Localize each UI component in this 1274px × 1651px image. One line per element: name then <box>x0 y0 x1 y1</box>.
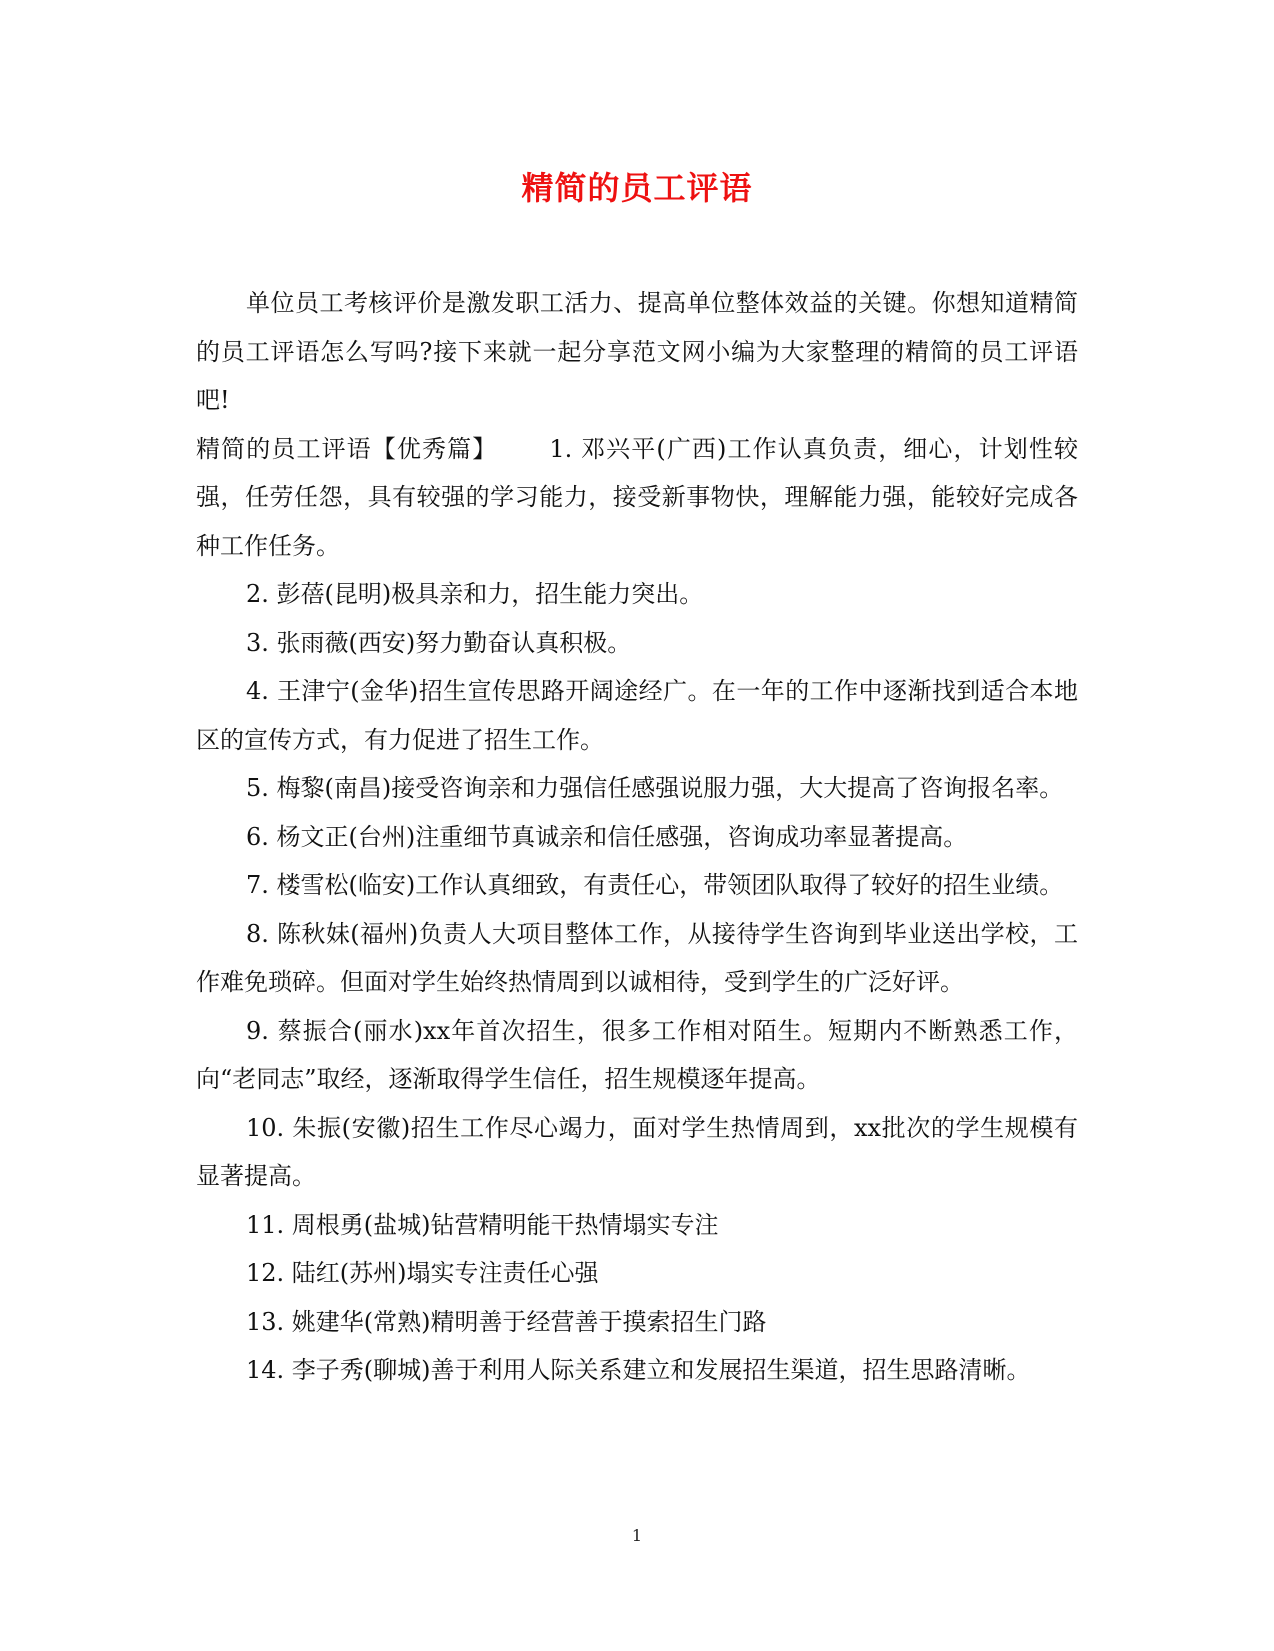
list-item: 13. 姚建华(常熟)精明善于经营善于摸索招生门路 <box>246 1307 767 1336</box>
list-item: 11. 周根勇(盐城)钻营精明能干热情塌实专注 <box>246 1210 719 1239</box>
section-paragraph <box>196 425 1078 571</box>
intro-paragraph: 单位员工考核评价是激发职工活力、提高单位整体效益的关键。你想知道精简的员工评语怎么写吗?接下来就一起分享范文网小编为大家整理的精简的员工评语吧! <box>196 289 1078 414</box>
list-item: 7. 楼雪松(临安)工作认真细致，有责任心，带领团队取得了较好的招生业绩。 <box>246 871 1064 899</box>
list-item: 1. 邓兴平(广西)工作认真负责，细心，计划性较强，任劳任怨，具有较强的学习能力，接受新事物快，理解能力强，能较好完成各种工作任务。 <box>196 434 1078 560</box>
list-item: 10. 朱振(安徽)招生工作尽心竭力，面对学生热情周到，xx批次的学生规模有显著提高。 <box>196 1113 1078 1190</box>
list-item: 2. 彭蓓(昆明)极具亲和力，招生能力突出。 <box>246 580 704 608</box>
list-item: 9. 蔡振合(丽水)xx年首次招生，很多工作相对陌生。短期内不断熟悉工作，向“老同志”取经，逐渐取得学生信任，招生规模逐年提高。 <box>196 1016 1078 1093</box>
list-item: 3. 张雨薇(西安)努力勤奋认真积极。 <box>246 628 632 657</box>
list-item: 4. 王津宁(金华)招生宣传思路开阔途经广。在一年的工作中逐渐找到适合本地区的宣传方式，有力促进了招生工作。 <box>196 677 1078 754</box>
list-item: 14. 李子秀(聊城)善于利用人际关系建立和发展招生渠道，招生思路清晰。 <box>246 1356 1031 1384</box>
page-number: 1 <box>631 1526 643 1545</box>
list-item: 6. 杨文正(台州)注重细节真诚亲和信任感强，咨询成功率显著提高。 <box>246 822 968 851</box>
document-title: 精简的员工评语 <box>521 169 753 207</box>
list-item: 5. 梅黎(南昌)接受咨询亲和力强信任感强说服力强，大大提高了咨询报名率。 <box>246 774 1064 802</box>
section-heading: 精简的员工评语【优秀篇】 <box>196 434 498 463</box>
document-body <box>196 279 1078 1395</box>
list-item: 8. 陈秋妹(福州)负责人大项目整体工作，从接待学生咨询到毕业送出学校，工作难免琐碎。但面对学生始终热情周到以诚相待，受到学生的广泛好评。 <box>196 919 1078 996</box>
list-item: 12. 陆红(苏州)塌实专注责任心强 <box>246 1259 599 1287</box>
